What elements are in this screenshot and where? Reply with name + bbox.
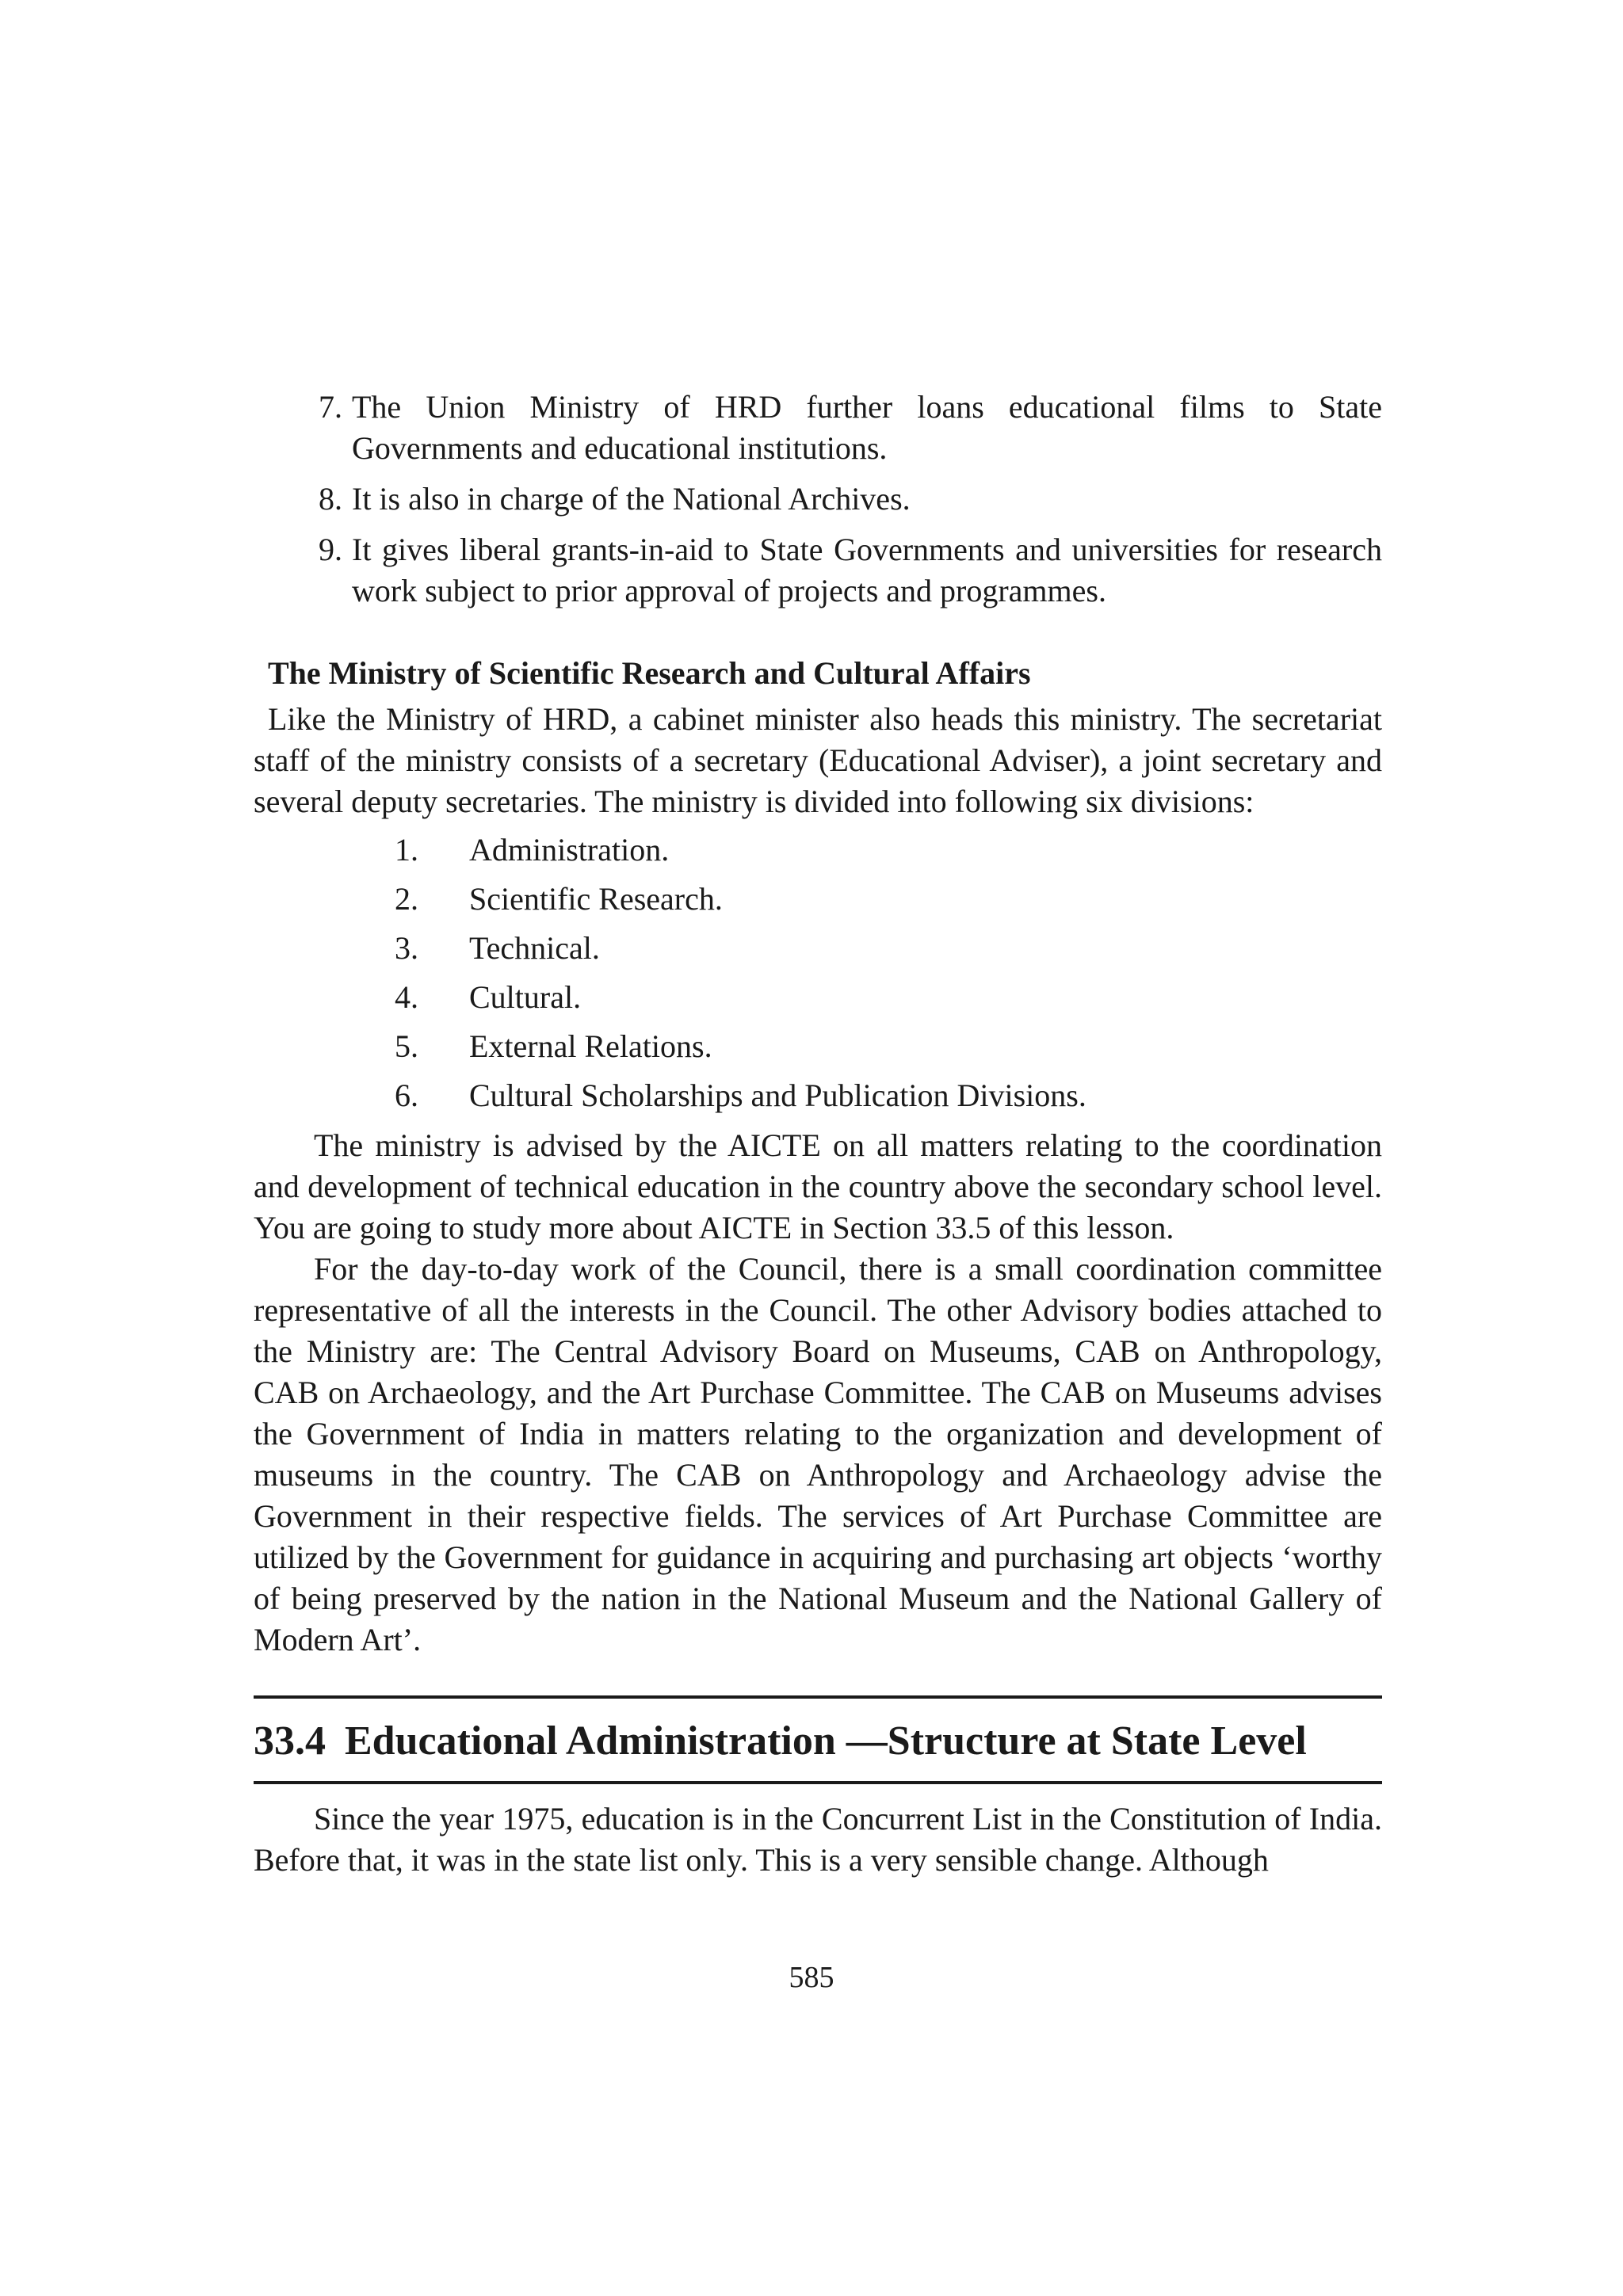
- division-item: [254, 1022, 1382, 1071]
- ministry-heading: The Ministry of Scientific Research and Cultural Affairs: [268, 655, 1031, 691]
- division-item: [254, 924, 1382, 973]
- section-title: Educational Administration —Structure at State Level: [345, 1718, 1307, 1764]
- division-number: 3.: [395, 930, 418, 966]
- state-paragraph: Since the year 1975, education is in the Concurrent List in the Constitution of India. Before that, it was in the state list only. This is a very sensible change. Although: [254, 1801, 1382, 1878]
- divisions-list: [254, 826, 1382, 1120]
- division-number: 4.: [395, 979, 418, 1015]
- ministry-intro-paragraph: Like the Ministry of HRD, a cabinet minister also heads this ministry. The secretariat staff of the ministry consists of a secretary (Educational Adviser), a joint secretary and several deputy secretaries. The ministry is divided into following six divisions:: [254, 701, 1382, 819]
- list-item-text: It is also in charge of the National Archives.: [352, 481, 911, 517]
- division-text: Technical.: [469, 930, 600, 966]
- section-number: 33.4: [254, 1718, 326, 1764]
- division-number: 5.: [395, 1028, 418, 1064]
- division-text: Cultural Scholarships and Publication Divisions.: [469, 1077, 1086, 1113]
- section-rule-top: [254, 1695, 1382, 1699]
- page-content: [254, 387, 1382, 1881]
- list-item-text: It gives liberal grants-in-aid to State Governments and universities for research work subject to prior approval of projects and programmes.: [352, 532, 1382, 608]
- list-item-number: 8.: [319, 481, 342, 517]
- division-number: 6.: [395, 1077, 418, 1113]
- division-text: Cultural.: [469, 979, 582, 1015]
- list-item-number: 9.: [319, 532, 342, 567]
- list-item-number: 7.: [319, 389, 342, 425]
- division-text: Scientific Research.: [469, 881, 723, 917]
- section-heading: [254, 1714, 1382, 1768]
- division-item: [254, 1071, 1382, 1120]
- list-item: [254, 529, 1382, 612]
- page-number: 585: [789, 1961, 834, 1994]
- list-item-text: The Union Ministry of HRD further loans educational films to State Governments and educational institutions.: [352, 389, 1382, 466]
- division-item: [254, 826, 1382, 875]
- division-number: 1.: [395, 832, 418, 868]
- list-item: [254, 479, 1382, 520]
- division-text: Administration.: [469, 832, 670, 868]
- aicte-paragraph: The ministry is advised by the AICTE on all matters relating to the coordination and development of technical education in the country above the secondary school level. You are going to study more about AICTE in Section 33.5 of this lesson.: [254, 1127, 1382, 1245]
- division-number: 2.: [395, 881, 418, 917]
- division-item: [254, 875, 1382, 924]
- division-text: External Relations.: [469, 1028, 712, 1064]
- hrd-functions-list: [254, 387, 1382, 612]
- list-item: [254, 387, 1382, 469]
- council-paragraph: For the day-to-day work of the Council, there is a small coordination committee representative of all the interests in the Council. The other Advisory bodies attached to the Ministry are: The Central Advisory Board on Museums, CAB on Anthropology, CAB on Archaeology, and the Art Purchase Committee. The CAB on Museums advises the Government of India in matters relating to the organization and development of museums in the country. The CAB on Anthropology and Archaeology advise the Government in their respective fields. The services of Art Purchase Committee are utilized by the Government for guidance in acquiring and purchasing art objects ‘worthy of being preserved by the nation in the National Museum and the National Gallery of Modern Art’.: [254, 1251, 1382, 1657]
- division-item: [254, 973, 1382, 1022]
